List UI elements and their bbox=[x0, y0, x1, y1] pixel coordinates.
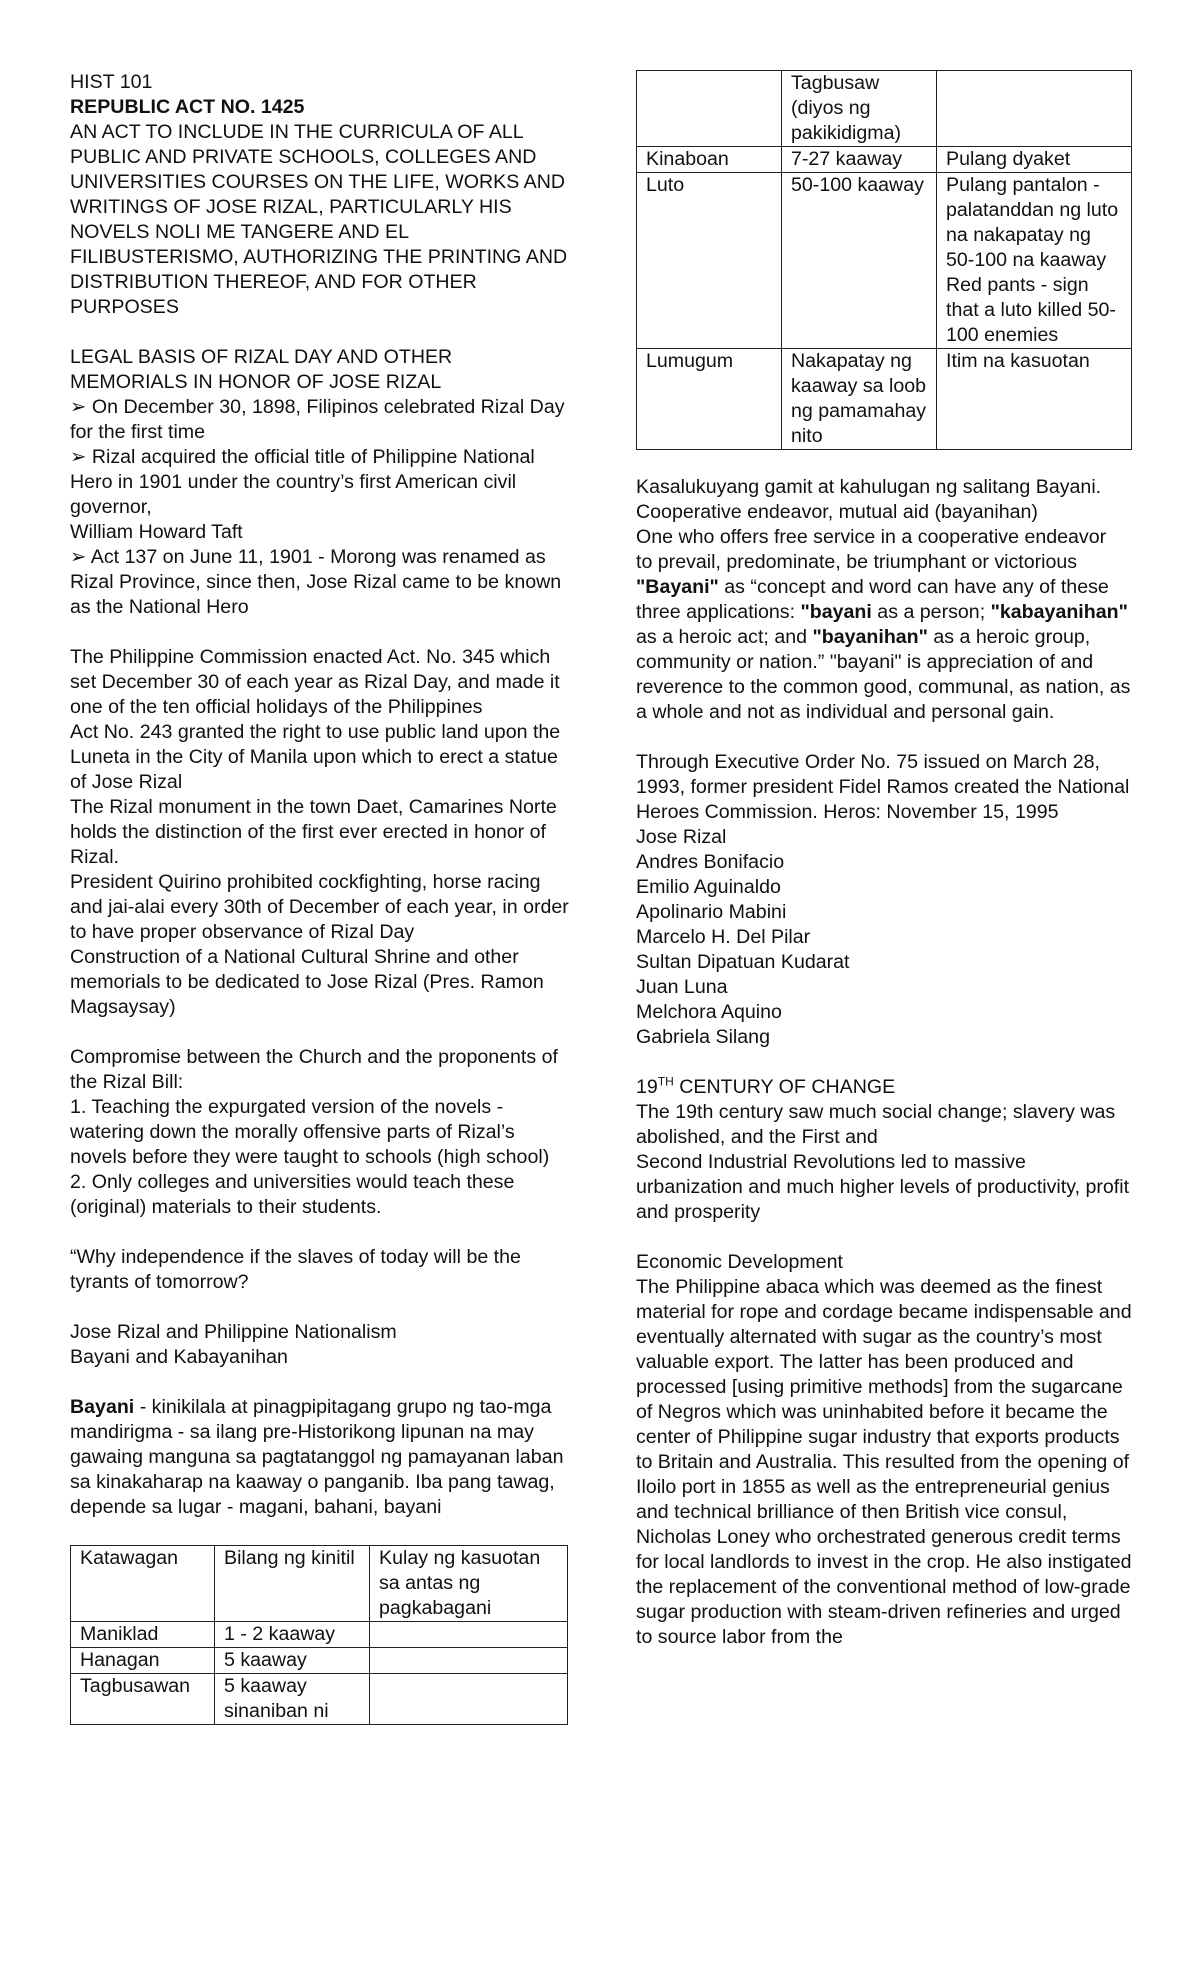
act-title: AN ACT TO INCLUDE IN THE CURRICULA OF ALL PUBLIC AND PRIVATE SCHOOLS, COLLEGES AND UNIVERSITIES COURSES ON THE LIFE, WORKS AND WRITINGS OF JOSE RIZAL, PARTICULARLY HIS NOVELS NOLI ME TANGERE AND EL FILIBUSTERISMO, AUTHORIZING THE PRINTING AND DISTRIBUTION THEREOF, AND FOR OTHER PURPOSES bbox=[70, 121, 568, 318]
usage-item: One who offers free service in a cooperative endeavor bbox=[636, 526, 1107, 548]
table-cell: 50-100 kaaway bbox=[782, 173, 937, 349]
bullet-item: The Rizal monument in the town Daet, Camarines Norte holds the distinction of the first ever erected in honor of Rizal. bbox=[70, 796, 557, 868]
hero-name: Apolinario Mabini bbox=[636, 901, 787, 923]
century-superscript: TH bbox=[657, 1074, 674, 1089]
concept-term: "Bayani" bbox=[636, 576, 719, 598]
usage-intro: Kasalukuyang gamit at kahulugan ng salitang Bayani. bbox=[636, 476, 1102, 498]
concept-term: "kabayanihan" bbox=[990, 601, 1128, 623]
concept-text: as a heroic group, community or nation.” "bayani" is appreciation of and reverence to the common good, communal, as nation, as a whole and not as individual and personal gain. bbox=[636, 626, 1131, 723]
century-heading bbox=[636, 1075, 1132, 1100]
bullet-item: Act No. 243 granted the right to use public land upon the Luneta in the City of Manila upon which to erect a statue of Jose Rizal bbox=[70, 721, 561, 793]
bayani-concept bbox=[636, 575, 1132, 725]
concept-text: as a heroic act; and bbox=[636, 626, 813, 648]
table-cell: Luto bbox=[637, 173, 782, 349]
bayani-definition bbox=[70, 1395, 575, 1520]
table-cell: Lumugum bbox=[637, 349, 782, 450]
table-cell bbox=[370, 1648, 568, 1674]
usage-item: Cooperative endeavor, mutual aid (bayanihan) bbox=[636, 501, 1038, 523]
table-row bbox=[71, 1674, 568, 1725]
hero-name: Juan Luna bbox=[636, 976, 728, 998]
table-row bbox=[637, 71, 1132, 147]
hero-name: Gabriela Silang bbox=[636, 1026, 770, 1048]
hero-name: Emilio Aguinaldo bbox=[636, 876, 781, 898]
bullet-item: The Philippine Commission enacted Act. No. 345 which set December 30 of each year as Rizal Day, and made it one of the ten official holidays of the Philippines bbox=[70, 646, 560, 718]
table-cell: Maniklad bbox=[71, 1622, 215, 1648]
bullet-item: President Quirino prohibited cockfighting, horse racing and jai-alai every 30th of December of each year, in order to have proper observance of Rizal Day bbox=[70, 871, 569, 943]
legal-basis-heading: LEGAL BASIS OF RIZAL DAY AND OTHER MEMORIALS IN HONOR OF JOSE RIZAL bbox=[70, 346, 453, 393]
concept-text: as “concept and word can have any of these three applications: bbox=[636, 576, 1109, 623]
table-cell: Hanagan bbox=[71, 1648, 215, 1674]
course-code: HIST 101 bbox=[70, 71, 153, 93]
arrow-item: William Howard Taft bbox=[70, 521, 243, 543]
compromise-heading: Compromise between the Church and the proponents of the Rizal Bill: bbox=[70, 1046, 558, 1093]
arrow-item: ➢ Act 137 on June 11, 1901 - Morong was renamed as Rizal Province, since then, Jose Rizal came to be known as the National Hero bbox=[70, 546, 562, 618]
topic-line: Jose Rizal and Philippine Nationalism bbox=[70, 1321, 397, 1343]
table-cell: Tagbusawan bbox=[71, 1674, 215, 1725]
table-row bbox=[637, 173, 1132, 349]
topic-line: Bayani and Kabayanihan bbox=[70, 1346, 288, 1368]
bagani-table bbox=[70, 1545, 568, 1725]
table-cell: Nakapatay ng kaaway sa loob ng pamamahay nito bbox=[782, 349, 937, 450]
table-header-cell: Bilang ng kinitil bbox=[215, 1546, 370, 1622]
compromise-item: 1. Teaching the expurgated version of the novels - watering down the morally offensive parts of Rizal’s novels before they were taught to schools (high school) bbox=[70, 1096, 550, 1168]
hero-name: Sultan Dipatuan Kudarat bbox=[636, 951, 850, 973]
century-heading-text: CENTURY OF CHANGE bbox=[673, 1076, 896, 1098]
concept-term: "bayani bbox=[800, 601, 872, 623]
table-row bbox=[71, 1648, 568, 1674]
left-column bbox=[70, 70, 575, 1725]
table-cell: 7-27 kaaway bbox=[782, 147, 937, 173]
executive-order-text: Through Executive Order No. 75 issued on March 28, 1993, former president Fidel Ramos created the National Heroes Commission. Heros: November 15, 1995 bbox=[636, 751, 1130, 823]
compromise-item: 2. Only colleges and universities would teach these (original) materials to their students. bbox=[70, 1171, 515, 1218]
century-number: 19 bbox=[636, 1076, 658, 1098]
economic-text: The Philippine abaca which was deemed as the finest material for rope and cordage became indispensable and eventually alternated with sugar as the country’s most valuable export. The latter has been produced and processed [using primitive methods] from the sugarcane of Negros which was uninhabited before it became the center of Philippine sugar industry that exports products to Britain and Australia. This resulted from the opening of Iloilo port in 1855 as well as the entrepreneurial genius and technical brilliance of then British vice consul, Nicholas Loney who orchestrated generous credit terms for local landlords to invest in the crop. He also instigated the replacement of the conventional method of low-grade sugar production with steam-driven refineries and urged to source labor from the bbox=[636, 1276, 1132, 1648]
table-cell bbox=[370, 1674, 568, 1725]
bullet-item: Construction of a National Cultural Shrine and other memorials to be dedicated to Jose Rizal (Pres. Ramon Magsaysay) bbox=[70, 946, 544, 1018]
arrow-item: ➢ Rizal acquired the official title of Philippine National Hero in 1901 under the country’s first American civil governor, bbox=[70, 446, 535, 518]
table-cell: Pulang pantalon - palatanddan ng luto na nakapatay ng 50-100 na kaaway Red pants - sign that a luto killed 50-100 enemies bbox=[937, 173, 1132, 349]
bayani-def-text: - kinikilala at pinagpipitagang grupo ng tao-mga mandirigma - sa ilang pre-Historikong lipunan na may gawaing manguna sa pagtatanggol ng pamayanan laban sa kinakaharap na kaaway o panganib. Iba pang tawag, depende sa lugar - magani, bahani, bayani bbox=[70, 1396, 564, 1518]
bayani-term: Bayani bbox=[70, 1396, 135, 1418]
table-cell: 1 - 2 kaaway bbox=[215, 1622, 370, 1648]
table-cell bbox=[937, 71, 1132, 147]
hero-name: Marcelo H. Del Pilar bbox=[636, 926, 811, 948]
table-row bbox=[637, 349, 1132, 450]
usage-item: to prevail, predominate, be triumphant or victorious bbox=[636, 551, 1078, 573]
table-header-row bbox=[71, 1546, 568, 1622]
century-text: The 19th century saw much social change; slavery was abolished, and the First and bbox=[636, 1101, 1116, 1148]
hero-name: Melchora Aquino bbox=[636, 1001, 782, 1023]
hero-name: Jose Rizal bbox=[636, 826, 727, 848]
table-header-cell: Katawagan bbox=[71, 1546, 215, 1622]
table-cell: Itim na kasuotan bbox=[937, 349, 1132, 450]
right-column bbox=[636, 70, 1132, 1650]
table-cell: Kinaboan bbox=[637, 147, 782, 173]
table-row bbox=[71, 1622, 568, 1648]
bagani-table-continued bbox=[636, 70, 1132, 450]
concept-text: as a person; bbox=[871, 601, 991, 623]
table-cell: 5 kaaway sinaniban ni bbox=[215, 1674, 370, 1725]
table-cell bbox=[370, 1622, 568, 1648]
table-cell bbox=[637, 71, 782, 147]
table-cell: 5 kaaway bbox=[215, 1648, 370, 1674]
table-row bbox=[637, 147, 1132, 173]
table-header-cell: Kulay ng kasuotan sa antas ng pagkabagani bbox=[370, 1546, 568, 1622]
arrow-item: ➢ On December 30, 1898, Filipinos celebrated Rizal Day for the first time bbox=[70, 396, 565, 443]
act-number: REPUBLIC ACT NO. 1425 bbox=[70, 96, 305, 118]
concept-term: "bayanihan" bbox=[812, 626, 928, 648]
hero-name: Andres Bonifacio bbox=[636, 851, 785, 873]
century-text: Second Industrial Revolutions led to massive urbanization and much higher levels of productivity, profit and prosperity bbox=[636, 1151, 1130, 1223]
economic-heading: Economic Development bbox=[636, 1251, 843, 1273]
table-cell: Tagbusaw (diyos ng pakikidigma) bbox=[782, 71, 937, 147]
rizal-quote: “Why independence if the slaves of today will be the tyrants of tomorrow? bbox=[70, 1246, 521, 1293]
table-cell: Pulang dyaket bbox=[937, 147, 1132, 173]
